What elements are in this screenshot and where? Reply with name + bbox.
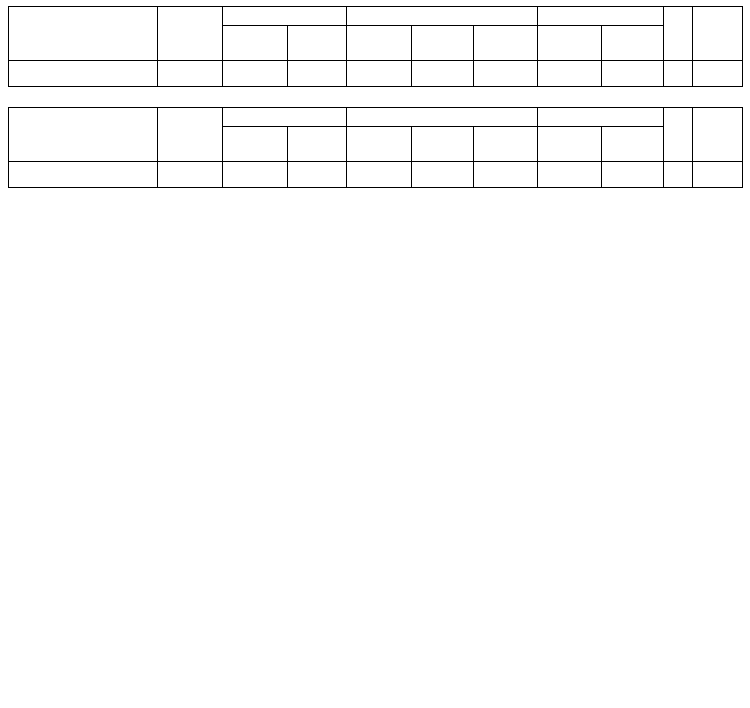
header-motor-model: [9, 108, 158, 162]
header-weight: [664, 7, 693, 61]
header-no-load: [223, 108, 347, 127]
unit-weight: [664, 162, 693, 188]
unit-voltage: [158, 61, 223, 87]
unit-empty: [9, 61, 158, 87]
unit-noload-speed: [223, 162, 288, 188]
header-rated-torque: [474, 127, 538, 162]
motor-spec-sheet: [0, 0, 750, 196]
motor-spec-table-24v: [8, 107, 743, 188]
header-rated-voltage: [158, 108, 223, 162]
header-rated-current: [412, 26, 474, 61]
header-stall-torque: [538, 26, 602, 61]
header-stall-current: [602, 26, 664, 61]
header-large-size: [693, 108, 743, 162]
header-stall: [538, 7, 664, 26]
unit-empty: [9, 162, 158, 188]
header-stall-torque: [538, 127, 602, 162]
unit-stall-current: [602, 162, 664, 188]
unit-noload-speed: [223, 61, 288, 87]
unit-stall-current: [602, 61, 664, 87]
header-large-size: [693, 7, 743, 61]
unit-stall-torque: [538, 61, 602, 87]
header-noload-rotating-speed: [223, 26, 288, 61]
header-noload-current: [288, 26, 347, 61]
header-noload-current: [288, 127, 347, 162]
unit-weight: [664, 61, 693, 87]
header-no-load: [223, 7, 347, 26]
header-weight: [664, 108, 693, 162]
unit-voltage: [158, 162, 223, 188]
unit-noload-current: [288, 61, 347, 87]
unit-stall-torque: [538, 162, 602, 188]
header-stall-current: [602, 127, 664, 162]
unit-rated-current: [412, 162, 474, 188]
header-rated: [347, 108, 538, 127]
unit-rated-torque: [474, 61, 538, 87]
unit-size: [693, 61, 743, 87]
header-rated-torque: [474, 26, 538, 61]
unit-rated-speed: [347, 61, 412, 87]
unit-rated-current: [412, 61, 474, 87]
unit-rated-torque: [474, 162, 538, 188]
header-stall: [538, 108, 664, 127]
unit-rated-speed: [347, 162, 412, 188]
header-motor-model: [9, 7, 158, 61]
motor-spec-table-12v: [8, 6, 743, 87]
header-rated-current: [412, 127, 474, 162]
unit-noload-current: [288, 162, 347, 188]
header-noload-rotating-speed: [223, 127, 288, 162]
unit-size: [693, 162, 743, 188]
header-rated-rotating-speed: [347, 26, 412, 61]
header-rated: [347, 7, 538, 26]
header-rated-rotating-speed: [347, 127, 412, 162]
header-rated-voltage: [158, 7, 223, 61]
